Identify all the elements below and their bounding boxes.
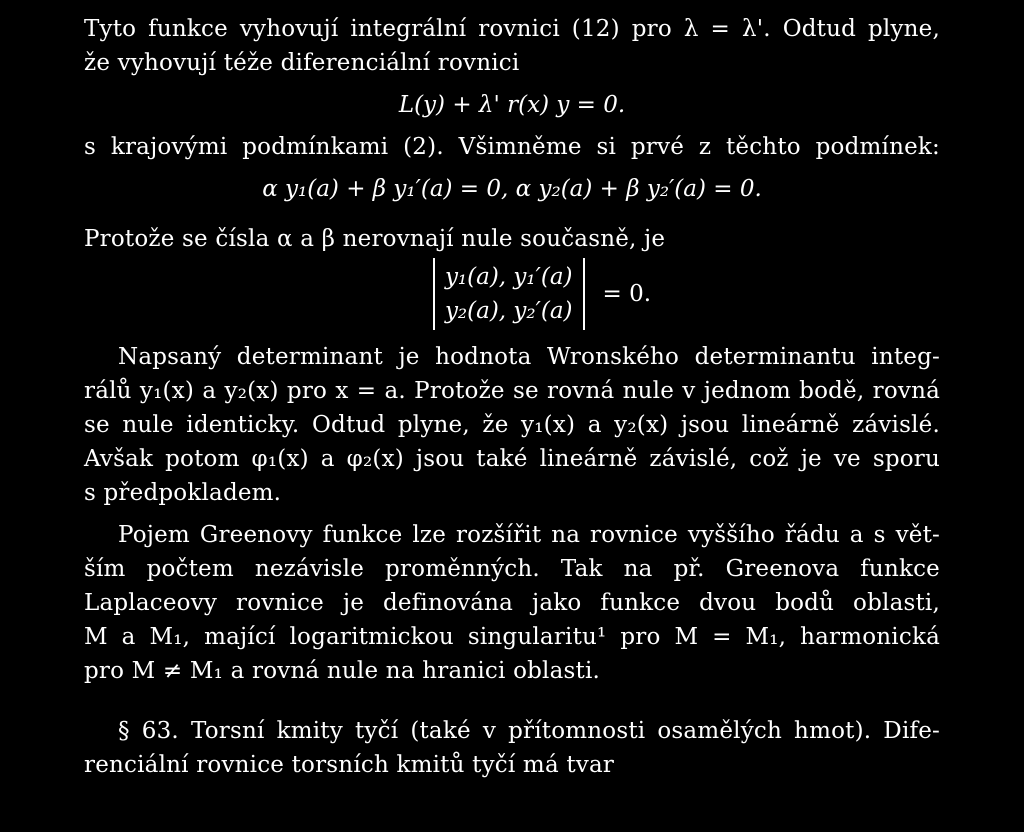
section-heading-line-1: § 63. Torsní kmity tyčí (také v přítomnosti osamělých hmot). Dife-	[118, 718, 940, 744]
paragraph-1-line-1: Tyto funkce vyhovují integrální rovnici (12) pro λ = λ'. Odtud plyne,	[84, 16, 940, 42]
paragraph-5	[84, 518, 940, 688]
paragraph-5-line-5: pro M ≠ M₁ a rovná nule na hranici oblasti.	[84, 658, 601, 684]
equation-1: L(y) + λ' r(x) y = 0.	[398, 92, 626, 118]
paragraph-5-line-2: ším počtem nezávisle proměnných. Tak na př. Greenova funkce	[84, 556, 940, 582]
determinant-rhs: = 0.	[602, 281, 652, 307]
paragraph-4-line-3: se nule identicky. Odtud plyne, že y₁(x) a y₂(x) jsou lineárně závislé.	[84, 412, 940, 438]
determinant	[433, 258, 585, 330]
paragraph-1	[84, 12, 940, 80]
paragraph-3: Protože se čísla α a β nerovnají nule současně, je	[84, 226, 666, 252]
paragraph-4	[84, 340, 940, 510]
page-content	[84, 12, 940, 782]
paragraph-5-line-4: M a M₁, mající logaritmickou singularitu¹ pro M = M₁, harmonická	[84, 624, 940, 650]
section-heading-line-2: renciální rovnice torsních kmitů tyčí má tvar	[84, 752, 615, 778]
determinant-row-1: y₁(a), y₁′(a)	[444, 264, 573, 290]
paragraph-2: s krajovými podmínkami (2). Všimněme si prvé z těchto podmínek:	[84, 134, 940, 160]
equation-2: α y₁(a) + β y₁′(a) = 0, α y₂(a) + β y₂′(a) = 0.	[262, 176, 762, 202]
paragraph-4-line-1: Napsaný determinant je hodnota Wronského determinantu integ-	[118, 344, 940, 370]
paragraph-4-line-2: rálů y₁(x) a y₂(x) pro x = a. Protože se rovná nule v jednom bodě, rovná	[84, 378, 940, 404]
paragraph-1-line-2: že vyhovují téže diferenciální rovnici	[84, 50, 520, 76]
paragraph-4-line-5: s předpokladem.	[84, 480, 282, 506]
paragraph-4-line-4: Avšak potom φ₁(x) a φ₂(x) jsou také lineárně závislé, což je ve sporu	[84, 446, 940, 472]
paragraph-5-line-3: Laplaceovy rovnice je definována jako funkce dvou bodů oblasti,	[84, 590, 940, 616]
paragraph-5-line-1: Pojem Greenovy funkce lze rozšířit na rovnice vyššího řádu a s vět-	[118, 522, 940, 548]
determinant-row-2: y₂(a), y₂′(a)	[444, 298, 573, 324]
determinant-equation	[84, 256, 940, 332]
section-63	[84, 714, 940, 782]
